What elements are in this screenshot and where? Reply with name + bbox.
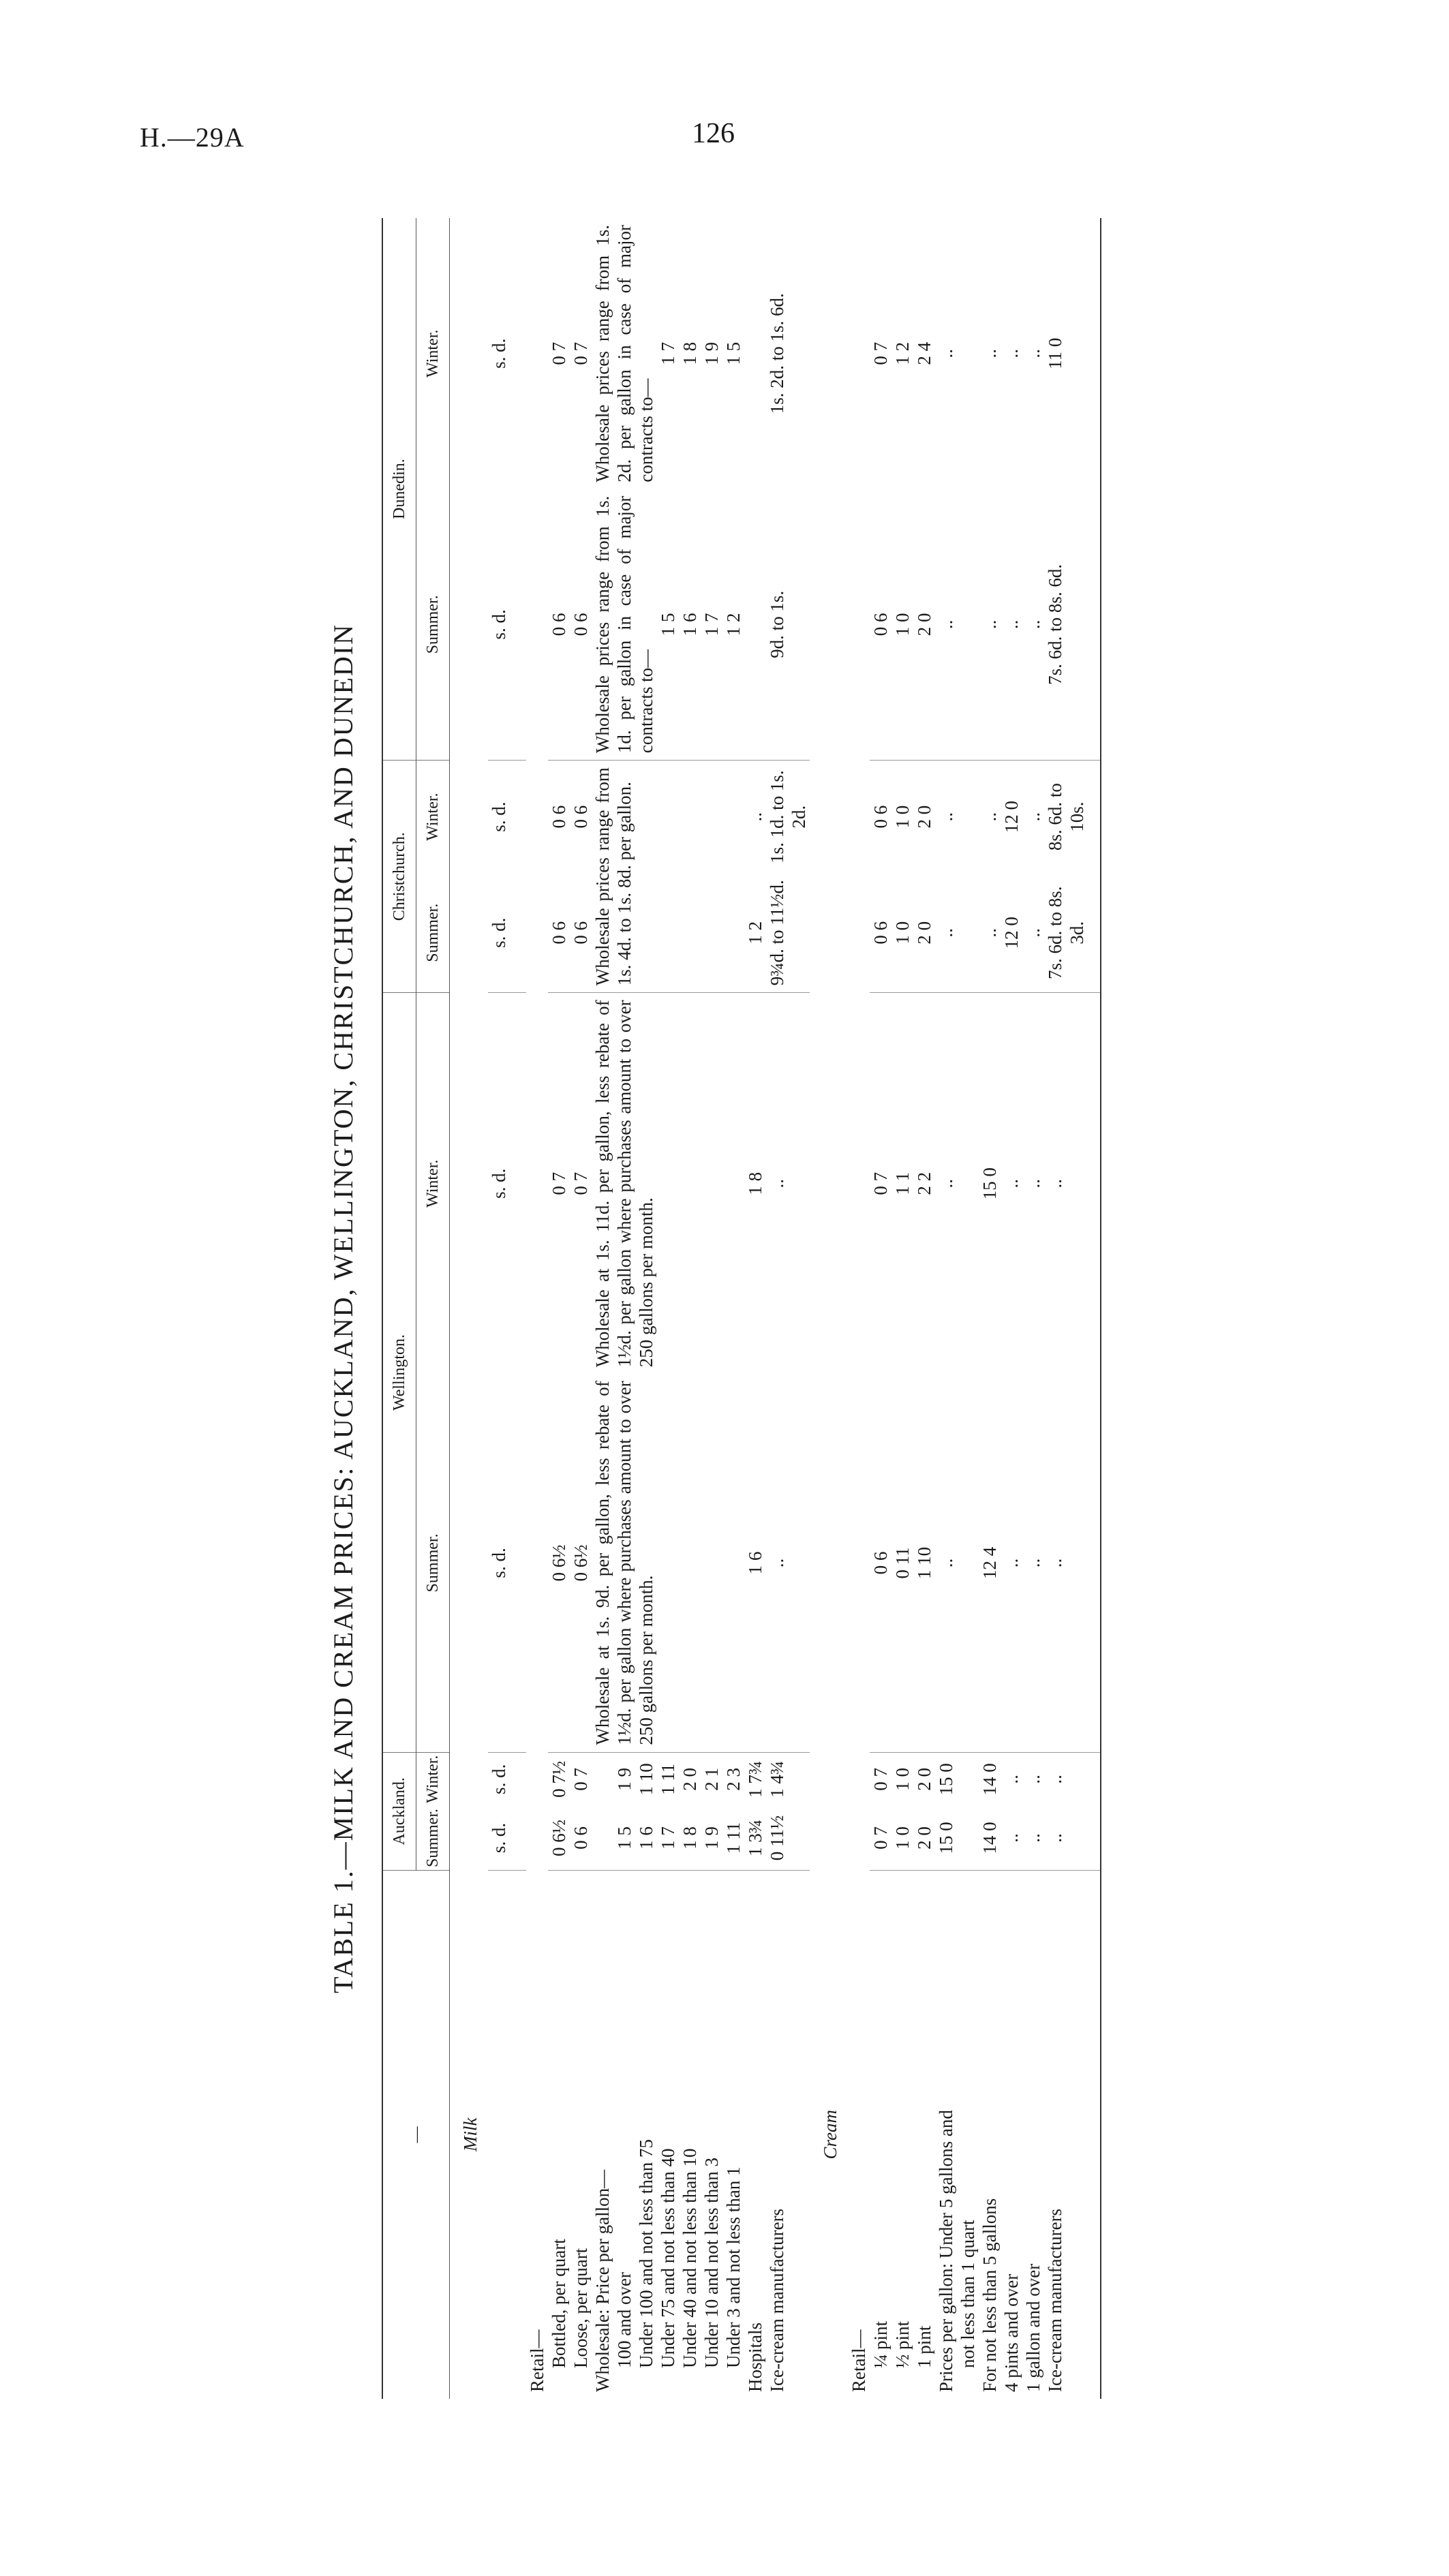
cell-value: 1 10	[636, 1763, 656, 1796]
table-row	[891, 218, 913, 2399]
table-row	[548, 218, 570, 2399]
row-label: Under 3 and not less than 1	[723, 2166, 744, 2368]
cell-value: ..	[979, 812, 1000, 822]
row-label: Ice-cream manufacturers	[767, 2208, 787, 2392]
cell-value: 1 0	[891, 489, 913, 761]
cell-value: ..	[1023, 1775, 1043, 1784]
row-label: Hospitals	[745, 2322, 765, 2392]
season-header: Winter.	[416, 761, 450, 874]
cell-value: 1 9	[614, 1767, 635, 1791]
unit-label: s. d.	[488, 489, 526, 761]
row-label: 4 pints and over	[1001, 2273, 1022, 2392]
cell-value: 15 0	[979, 1167, 1000, 1200]
cell-value: 8s. 6d. to 10s.	[1044, 761, 1101, 874]
page-reference: H.—29A	[140, 122, 245, 153]
cell-value: ..	[1044, 993, 1101, 1374]
cell-value: 2 1	[701, 1767, 722, 1791]
cell-value: 0 6	[870, 805, 891, 829]
wellington-winter-wholesale-note: Wholesale at 1s. 11d. per gallon, less rebate of 1½d. per gallon where purchases amount to over 250 gallons per month.	[592, 1000, 656, 1368]
label-column-header: —	[382, 1871, 450, 2399]
table-row	[744, 218, 766, 2399]
cell-value: ..	[979, 349, 1000, 358]
cell-value: 1 0	[892, 1767, 913, 1791]
cell-value: ..	[745, 812, 765, 822]
cell-value: 15 0	[936, 1763, 956, 1796]
cell-value: ..	[935, 489, 957, 761]
wellington-summer-wholesale-note: Wholesale at 1s. 9d. per gallon, less rebate of 1½d. per gallon where purchases amount to over 250 gallons per month.	[592, 1374, 744, 1752]
section-heading-milk: Milk	[460, 2117, 481, 2151]
cell-value: 1 2	[744, 873, 766, 993]
unit-label: s. d.	[489, 801, 509, 832]
cell-value: 12 0	[1001, 873, 1022, 993]
cell-value: 12 4	[979, 1374, 1001, 1752]
unit-label: s. d.	[488, 873, 526, 993]
row-label: ¼ pint	[870, 2320, 891, 2368]
city-header-auckland: Auckland.	[382, 1752, 416, 1870]
cell-value: 1 0	[891, 873, 913, 993]
cell-value: 1 4¾	[767, 1760, 787, 1798]
dunedin-winter-contract-values: 1 7 1 8 1 9 1 5	[658, 341, 744, 365]
cell-value: 0 6	[570, 489, 592, 761]
cell-value: 1 11	[658, 1763, 678, 1795]
cell-value: 0 6	[548, 489, 570, 761]
cell-value: 0 11½	[766, 1806, 810, 1871]
row-label: Under 75 and not less than 40	[658, 2148, 678, 2368]
cell-value: 2 0	[914, 805, 934, 829]
cell-value: 0 7	[870, 1767, 891, 1791]
cell-value: ..	[1044, 1752, 1101, 1806]
cell-value: ..	[1001, 1374, 1022, 1752]
season-header: Summer.	[416, 1374, 450, 1752]
cell-value: ..	[1001, 349, 1022, 358]
row-label: ½ pint	[892, 2320, 913, 2368]
cell-value: 0 6	[870, 489, 891, 761]
cell-value: 0 7½	[549, 1760, 569, 1798]
cell-value: 1 9	[701, 1806, 722, 1871]
cell-value: 15 0	[935, 1806, 957, 1871]
cell-value: ..	[1022, 1806, 1044, 1871]
season-header: Winter.	[416, 1752, 450, 1806]
cell-value: 0 6	[570, 1806, 592, 1871]
prices-table	[382, 218, 1101, 2399]
cell-value: 0 6	[870, 1374, 891, 1752]
dunedin-summer-contract-values: 1 5 1 6 1 7 1 2	[657, 489, 744, 761]
cell-value: 2 0	[914, 1767, 934, 1791]
cell-value: 0 6	[870, 873, 891, 993]
season-header: Summer.	[416, 489, 450, 761]
table-row	[1022, 218, 1044, 2399]
cell-value: ..	[1022, 873, 1044, 993]
row-label: Retail—	[527, 2329, 547, 2392]
cell-value: 14 0	[979, 1806, 1001, 1871]
table-row	[913, 218, 935, 2399]
row-label: Under 40 and not less than 10	[680, 2148, 700, 2368]
cell-value: ..	[767, 1179, 787, 1189]
cell-value: 0 7	[570, 341, 591, 365]
season-header: Summer.	[416, 873, 450, 993]
cell-value: ..	[979, 873, 1001, 993]
cell-value: ..	[1001, 1179, 1022, 1189]
cell-value: 1 8	[679, 1806, 701, 1871]
cell-value: 1 10	[913, 1374, 935, 1752]
cell-value: 2 0	[913, 489, 935, 761]
cell-value: 2 4	[914, 341, 934, 365]
cell-value: ..	[1023, 1179, 1043, 1189]
row-label: For not less than 5 gallons	[979, 2198, 1000, 2392]
unit-label: s. d.	[489, 1168, 509, 1199]
dunedin-summer-wholesale-note: Wholesale prices range from 1s. 1d. per gallon in case of major contracts to—	[592, 489, 657, 761]
cell-value: ..	[935, 1374, 957, 1752]
unit-label: s. d.	[489, 1764, 509, 1794]
cell-value: ..	[1001, 1775, 1022, 1784]
city-header-wellington: Wellington.	[382, 993, 416, 1752]
cell-value: 0 7	[570, 1171, 591, 1195]
unit-label: s. d.	[489, 338, 509, 369]
cell-value: 1 3¾	[744, 1806, 766, 1871]
row-label: Ice-cream manufacturers	[1044, 1871, 1101, 2399]
cell-value: ..	[1022, 1374, 1044, 1752]
cell-value: ..	[1044, 1374, 1101, 1752]
cell-value: ..	[1023, 812, 1043, 822]
cell-value: 1 6	[744, 1374, 766, 1752]
cell-value: 2 0	[680, 1767, 700, 1791]
cell-value: 2 3	[723, 1767, 744, 1791]
cell-value: 1s. 2d. to 1s. 6d.	[767, 293, 787, 414]
cell-value: ..	[1001, 489, 1022, 761]
row-label: 1 pint	[914, 2325, 934, 2368]
page-number: 126	[692, 118, 735, 149]
city-header-dunedin: Dunedin.	[382, 218, 416, 761]
cell-value: 2 0	[913, 873, 935, 993]
cell-value: 11 0	[1044, 218, 1101, 489]
dunedin-winter-wholesale-note: Wholesale prices range from 1s. 2d. per gallon in case of major contracts to—	[592, 225, 656, 482]
table-row	[935, 218, 957, 2399]
table-row	[1001, 218, 1022, 2399]
cell-value: 7s. 6d. to 8s. 6d.	[1044, 489, 1101, 761]
cell-value: 0 7	[870, 341, 891, 365]
cell-value: 0 7	[870, 1171, 891, 1195]
cell-value: 1 0	[892, 805, 913, 829]
cell-value: 2 0	[913, 1806, 935, 1871]
table-row	[1044, 218, 1101, 2399]
cell-value: 0 6	[548, 873, 570, 993]
cell-value: ..	[1044, 1806, 1101, 1871]
cell-value: ..	[936, 812, 956, 822]
rotated-table-region	[327, 218, 1172, 2399]
cell-value: ..	[935, 873, 957, 993]
row-label: Wholesale: Price per gallon—	[592, 2169, 613, 2392]
city-header-christchurch: Christchurch.	[382, 761, 416, 993]
christchurch-wholesale-note: Wholesale prices range from 1s. 4d. to 1s. 8d. per gallon.	[592, 761, 657, 993]
table-row	[592, 218, 613, 2399]
cell-value: 0 6½	[548, 1806, 570, 1871]
cell-value: 7s. 6d. to 8s. 3d.	[1044, 873, 1101, 993]
cell-value: 0 6	[549, 805, 569, 829]
cell-value: 0 7	[870, 1806, 891, 1871]
cell-value: 0 7	[549, 341, 569, 365]
cell-value: 0 11	[891, 1374, 913, 1752]
season-header: Summer.	[416, 1806, 450, 1871]
table-row	[870, 218, 891, 2399]
cell-value: 1 7¾	[745, 1760, 765, 1798]
cell-value: 1 0	[891, 1806, 913, 1871]
row-label: Under 10 and not less than 3	[701, 2158, 722, 2368]
cell-value: ..	[979, 489, 1001, 761]
cell-value: 0 6½	[570, 1374, 592, 1752]
row-label: not less than 1 quart	[958, 2220, 978, 2368]
cell-value: 12 0	[1001, 801, 1022, 833]
row-label: Prices per gallon: Under 5 gallons and	[936, 2110, 956, 2392]
unit-label: s. d.	[488, 1806, 526, 1871]
cell-value: 1 2	[892, 341, 913, 365]
cell-value: 1 6	[635, 1806, 657, 1871]
cell-value: 1 5	[613, 1806, 635, 1871]
cell-value: ..	[1022, 489, 1044, 761]
cell-value: ..	[1001, 1806, 1022, 1871]
cell-value: 0 6½	[548, 1374, 570, 1752]
cell-value: 0 6	[570, 873, 592, 993]
row-label: Loose, per quart	[570, 2248, 591, 2368]
cell-value: ..	[766, 1374, 810, 1752]
row-label: 1 gallon and over	[1023, 2263, 1043, 2392]
cell-value: 0 6	[570, 805, 591, 829]
row-label: 100 and over	[614, 2272, 635, 2368]
cell-value: 1 11	[722, 1806, 744, 1871]
table-title: TABLE 1.—MILK AND CREAM PRICES: AUCKLAND, WELLINGTON, CHRISTCHURCH, AND DUNEDIN	[328, 624, 359, 1994]
cell-value	[744, 218, 766, 489]
row-label: Retail—	[849, 2329, 869, 2392]
table-row	[957, 218, 979, 2399]
season-header: Winter.	[416, 993, 450, 1374]
cell-value: 1 7	[657, 1806, 679, 1871]
cell-value: ..	[936, 349, 956, 358]
row-label: Bottled, per quart	[549, 2239, 569, 2368]
season-header: Winter.	[416, 218, 450, 489]
cell-value: ..	[936, 1179, 956, 1189]
cell-value: 14 0	[979, 1763, 1000, 1796]
cell-value: 1 8	[745, 1171, 765, 1195]
cell-value: 9d. to 1s.	[766, 489, 810, 761]
table-row	[766, 218, 810, 2399]
unit-label: s. d.	[488, 1374, 526, 1752]
cell-value: 0 7	[570, 1767, 591, 1791]
section-heading-cream: Cream	[820, 2110, 840, 2160]
cell-value: 9¾d. to 11½d.	[766, 873, 810, 993]
row-label: Under 100 and not less than 75	[636, 2139, 656, 2368]
cell-value: ..	[1023, 349, 1043, 358]
cell-value: 1s. 1d. to 1s. 2d.	[767, 770, 809, 863]
cell-value	[744, 489, 766, 761]
cell-value: 1 1	[892, 1171, 913, 1195]
cell-value: 0 7	[549, 1171, 569, 1195]
table-row	[570, 218, 592, 2399]
cell-value: 2 2	[914, 1171, 934, 1195]
table-row	[979, 218, 1001, 2399]
